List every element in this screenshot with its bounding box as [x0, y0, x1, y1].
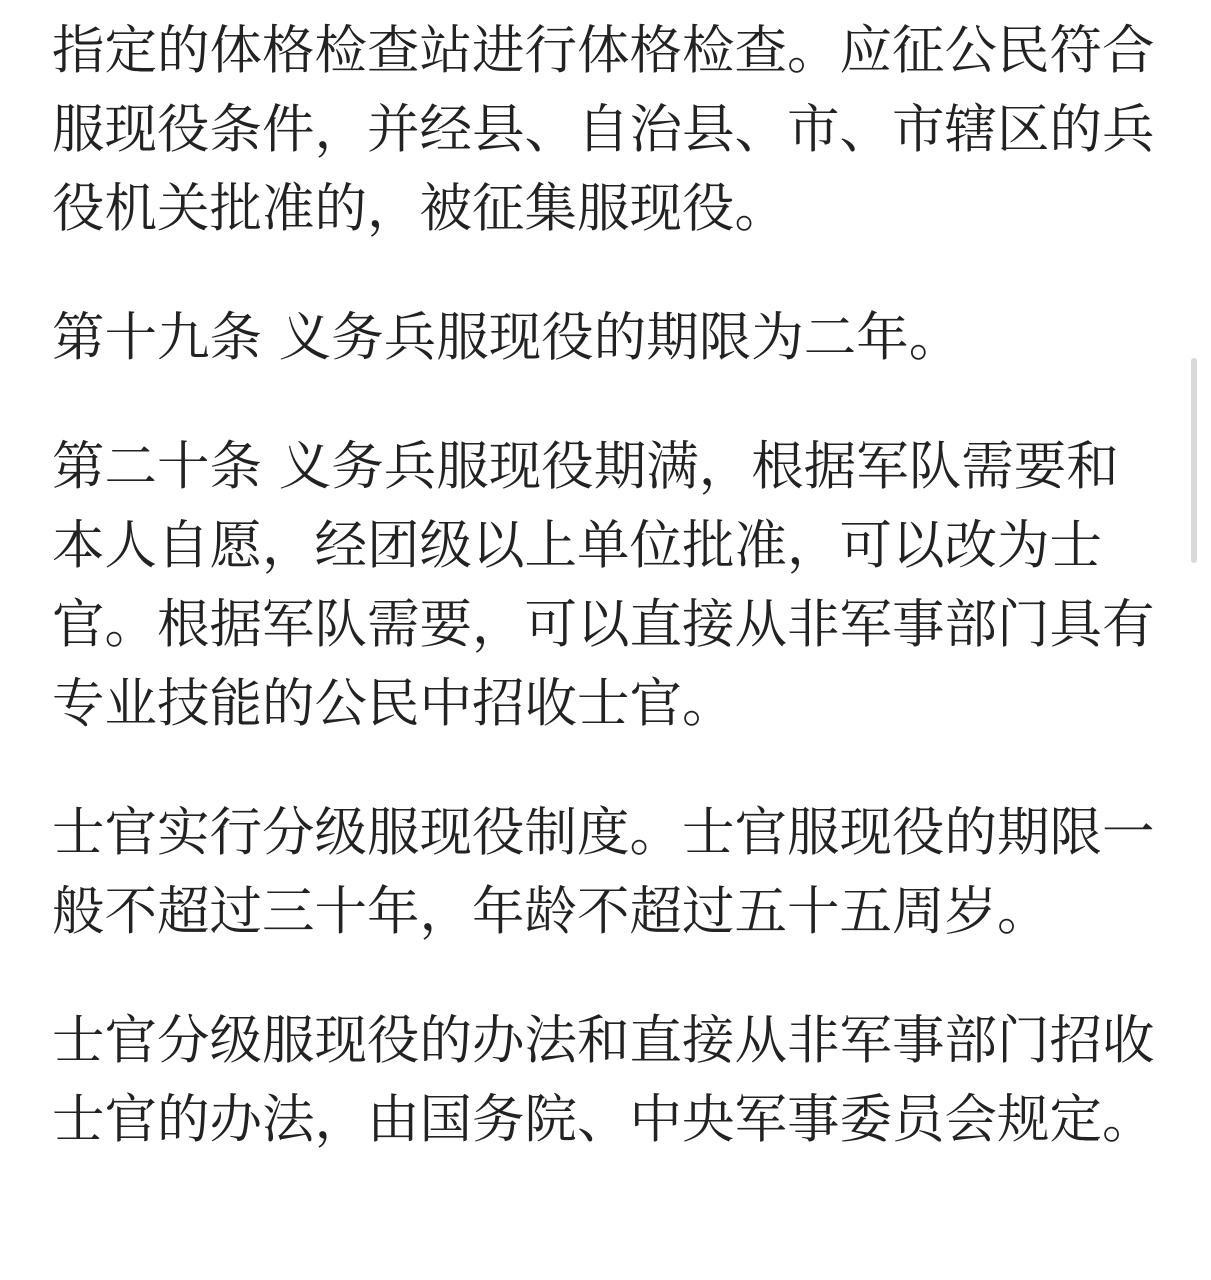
text-line: 般不超过三十年，年龄不超过五十五周岁。	[52, 881, 1050, 942]
article-body	[52, 0, 1164, 1159]
text-line: 专业技能的公民中招收士官。	[52, 673, 735, 734]
text-line: 第十九条 义务兵服现役的期限为二年。	[52, 307, 962, 368]
text-line: 士官分级服现役的办法和直接从非军事部门招收	[52, 1010, 1155, 1071]
paragraph-physical-exam	[52, 11, 1164, 248]
text-line: 本人自愿，经团级以上单位批准，可以改为士	[52, 515, 1103, 576]
paragraph-article-19	[52, 298, 1164, 377]
scrollbar-thumb[interactable]	[1191, 358, 1197, 563]
paragraph-nco-regulations	[52, 1001, 1164, 1159]
text-line: 士官实行分级服现役制度。士官服现役的期限一	[52, 802, 1155, 863]
paragraph-nco-service-system	[52, 793, 1164, 951]
text-line: 官。根据军队需要，可以直接从非军事部门具有	[52, 594, 1155, 655]
text-line: 服现役条件，并经县、自治县、市、市辖区的兵	[52, 99, 1155, 160]
text-line: 指定的体格检查站进行体格检查。应征公民符合	[52, 20, 1155, 81]
text-line: 士官的办法，由国务院、中央军事委员会规定。	[52, 1089, 1155, 1150]
text-line: 役机关批准的，被征集服现役。	[52, 178, 788, 239]
paragraph-article-20	[52, 427, 1164, 743]
text-line: 第二十条 义务兵服现役期满，根据军队需要和	[52, 436, 1119, 497]
